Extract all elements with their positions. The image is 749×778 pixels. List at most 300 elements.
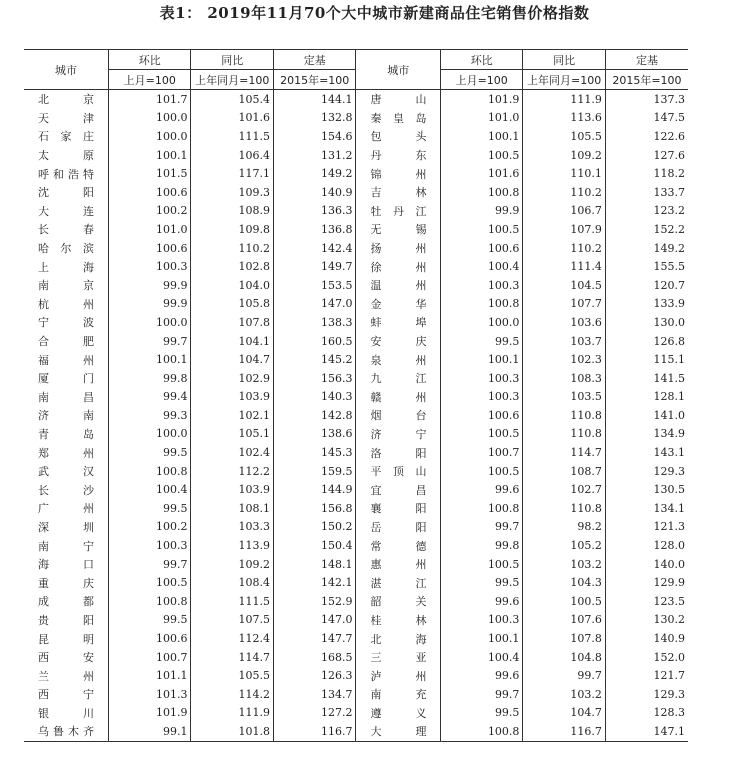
table-row <box>24 90 688 109</box>
city-right-cell <box>356 276 441 295</box>
city-right-cell <box>356 722 441 741</box>
yoy-right-cell: 105.2 <box>523 536 605 555</box>
base-left-cell: 147.0 <box>273 611 355 630</box>
mom-right-cell: 100.4 <box>440 648 522 667</box>
mom-left-cell: 99.8 <box>109 369 191 388</box>
city-right-cell <box>356 592 441 611</box>
base-header-right: 定基 <box>605 50 688 70</box>
city-right-cell <box>356 350 441 369</box>
mom-left-cell: 101.3 <box>109 685 191 704</box>
yoy-left-cell: 108.1 <box>191 499 273 518</box>
base-left-cell: 134.7 <box>273 685 355 704</box>
yoy-left-cell: 107.5 <box>191 611 273 630</box>
table-row <box>24 313 688 332</box>
mom-subheader-right: 上月=100 <box>440 70 522 90</box>
base-right-cell: 115.1 <box>605 350 688 369</box>
yoy-right-cell: 111.4 <box>523 257 605 276</box>
base-right-cell: 149.2 <box>605 239 688 258</box>
yoy-right-cell: 109.2 <box>523 146 605 165</box>
city-left-cell <box>24 611 109 630</box>
table-row <box>24 573 688 592</box>
city-right-cell <box>356 518 441 537</box>
city-left-cell <box>24 666 109 685</box>
mom-left-cell: 101.0 <box>109 220 191 239</box>
table-row <box>24 704 688 723</box>
base-right-cell: 130.5 <box>605 480 688 499</box>
base-left-cell: 160.5 <box>273 332 355 351</box>
city-right-cell <box>356 109 441 128</box>
city-name: 兰 州 <box>38 669 94 683</box>
city-left-cell <box>24 239 109 258</box>
yoy-left-cell: 109.8 <box>191 220 273 239</box>
mom-right-cell: 100.3 <box>440 369 522 388</box>
yoy-right-cell: 114.7 <box>523 443 605 462</box>
city-name: 泉 州 <box>370 353 427 367</box>
base-left-cell: 138.3 <box>273 313 355 332</box>
mom-left-cell: 100.4 <box>109 480 191 499</box>
city-right-cell <box>356 257 441 276</box>
base-left-cell: 149.7 <box>273 257 355 276</box>
city-left-cell <box>24 536 109 555</box>
city-left-cell <box>24 704 109 723</box>
city-right-cell <box>356 704 441 723</box>
mom-left-cell: 100.0 <box>109 109 191 128</box>
table-row <box>24 369 688 388</box>
city-name: 济 宁 <box>370 427 427 441</box>
base-left-cell: 148.1 <box>273 555 355 574</box>
yoy-right-cell: 110.2 <box>523 183 605 202</box>
city-name: 烟 台 <box>370 409 427 423</box>
base-left-cell: 154.6 <box>273 127 355 146</box>
city-name: 长 沙 <box>38 483 94 497</box>
city-name: 包 头 <box>370 130 427 144</box>
yoy-left-cell: 112.2 <box>191 462 273 481</box>
base-right-cell: 128.1 <box>605 388 688 407</box>
mom-right-cell: 100.5 <box>440 146 522 165</box>
yoy-right-cell: 103.6 <box>523 313 605 332</box>
base-left-cell: 140.9 <box>273 183 355 202</box>
city-left-cell <box>24 369 109 388</box>
mom-right-cell: 100.8 <box>440 295 522 314</box>
yoy-right-cell: 102.3 <box>523 350 605 369</box>
yoy-subheader: 上年同月=100 <box>191 70 273 90</box>
city-left-cell <box>24 295 109 314</box>
mom-right-cell: 100.3 <box>440 611 522 630</box>
city-right-cell <box>356 90 441 109</box>
mom-left-cell: 100.1 <box>109 146 191 165</box>
base-right-cell: 129.9 <box>605 573 688 592</box>
yoy-left-cell: 101.8 <box>191 722 273 741</box>
mom-right-cell: 100.3 <box>440 276 522 295</box>
mom-left-cell: 101.7 <box>109 90 191 109</box>
yoy-left-cell: 112.4 <box>191 629 273 648</box>
base-right-cell: 134.1 <box>605 499 688 518</box>
mom-right-cell: 101.6 <box>440 164 522 183</box>
city-name: 南 昌 <box>38 390 94 404</box>
base-left-cell: 145.3 <box>273 443 355 462</box>
yoy-header-right: 同比 <box>523 50 605 70</box>
city-right-cell <box>356 573 441 592</box>
base-left-cell: 150.2 <box>273 518 355 537</box>
city-left-cell <box>24 629 109 648</box>
mom-right-cell: 100.0 <box>440 313 522 332</box>
yoy-right-cell: 104.7 <box>523 704 605 723</box>
city-right-cell <box>356 295 441 314</box>
city-name: 常 德 <box>370 539 427 553</box>
base-left-cell: 136.8 <box>273 220 355 239</box>
city-name: 无 锡 <box>370 223 427 237</box>
mom-left-cell: 99.1 <box>109 722 191 741</box>
mom-left-cell: 101.5 <box>109 164 191 183</box>
mom-right-cell: 99.6 <box>440 666 522 685</box>
city-left-cell <box>24 406 109 425</box>
yoy-right-cell: 107.7 <box>523 295 605 314</box>
mom-left-cell: 100.8 <box>109 592 191 611</box>
city-right-cell <box>356 239 441 258</box>
table-row <box>24 499 688 518</box>
city-name: 襄 阳 <box>370 502 427 516</box>
city-name: 西 宁 <box>38 688 94 702</box>
city-name: 大 理 <box>370 725 427 739</box>
base-left-cell: 144.9 <box>273 480 355 499</box>
mom-right-cell: 100.1 <box>440 629 522 648</box>
mom-right-cell: 101.0 <box>440 109 522 128</box>
city-left-cell <box>24 183 109 202</box>
table-row <box>24 666 688 685</box>
mom-left-cell: 100.1 <box>109 350 191 369</box>
mom-left-cell: 100.3 <box>109 536 191 555</box>
city-name: 丹 东 <box>370 149 427 163</box>
table-body <box>24 90 688 742</box>
base-left-cell: 142.8 <box>273 406 355 425</box>
mom-right-cell: 99.7 <box>440 518 522 537</box>
base-right-cell: 127.6 <box>605 146 688 165</box>
city-name: 九 江 <box>370 372 427 386</box>
table-row <box>24 406 688 425</box>
city-right-cell <box>356 443 441 462</box>
base-right-cell: 137.3 <box>605 90 688 109</box>
yoy-right-cell: 100.5 <box>523 592 605 611</box>
base-right-cell: 122.6 <box>605 127 688 146</box>
base-left-cell: 136.3 <box>273 202 355 221</box>
yoy-left-cell: 110.2 <box>191 239 273 258</box>
base-left-cell: 144.1 <box>273 90 355 109</box>
table-row <box>24 127 688 146</box>
city-name: 上 海 <box>38 260 94 274</box>
city-name: 惠 州 <box>370 558 427 572</box>
base-right-cell: 128.0 <box>605 536 688 555</box>
base-right-cell: 152.0 <box>605 648 688 667</box>
yoy-left-cell: 111.9 <box>191 704 273 723</box>
mom-header: 环比 <box>109 50 191 70</box>
mom-left-cell: 100.6 <box>109 239 191 258</box>
city-name: 吉 林 <box>370 186 427 200</box>
mom-right-cell: 100.5 <box>440 220 522 239</box>
yoy-right-cell: 108.7 <box>523 462 605 481</box>
yoy-left-cell: 107.8 <box>191 313 273 332</box>
base-left-cell: 152.9 <box>273 592 355 611</box>
yoy-left-cell: 111.5 <box>191 592 273 611</box>
base-left-cell: 156.3 <box>273 369 355 388</box>
mom-left-cell: 99.4 <box>109 388 191 407</box>
yoy-right-cell: 107.6 <box>523 611 605 630</box>
table-row <box>24 685 688 704</box>
yoy-left-cell: 117.1 <box>191 164 273 183</box>
city-name: 西 安 <box>38 651 94 665</box>
base-right-cell: 121.7 <box>605 666 688 685</box>
table-row <box>24 350 688 369</box>
city-name: 福 州 <box>38 353 94 367</box>
base-subheader-right: 2015年=100 <box>605 70 688 90</box>
table-row <box>24 629 688 648</box>
base-left-cell: 150.4 <box>273 536 355 555</box>
city-left-cell <box>24 127 109 146</box>
city-right-cell <box>356 127 441 146</box>
base-left-cell: 153.5 <box>273 276 355 295</box>
city-right-cell <box>356 480 441 499</box>
yoy-left-cell: 101.6 <box>191 109 273 128</box>
yoy-right-cell: 110.8 <box>523 406 605 425</box>
base-right-cell: 143.1 <box>605 443 688 462</box>
yoy-right-cell: 116.7 <box>523 722 605 741</box>
yoy-left-cell: 105.1 <box>191 425 273 444</box>
table-row <box>24 220 688 239</box>
city-name: 银 川 <box>38 706 94 720</box>
city-name: 合 肥 <box>38 335 94 349</box>
mom-right-cell: 100.6 <box>440 239 522 258</box>
city-name: 郑 州 <box>38 446 94 460</box>
base-right-cell: 134.9 <box>605 425 688 444</box>
mom-left-cell: 100.2 <box>109 518 191 537</box>
city-name: 贵 阳 <box>38 613 94 627</box>
city-right-cell <box>356 164 441 183</box>
yoy-left-cell: 102.9 <box>191 369 273 388</box>
mom-left-cell: 100.6 <box>109 183 191 202</box>
mom-left-cell: 100.7 <box>109 648 191 667</box>
base-left-cell: 116.7 <box>273 722 355 741</box>
yoy-right-cell: 106.7 <box>523 202 605 221</box>
base-header: 定基 <box>273 50 355 70</box>
city-left-cell <box>24 276 109 295</box>
yoy-right-cell: 111.9 <box>523 90 605 109</box>
yoy-left-cell: 103.9 <box>191 388 273 407</box>
mom-left-cell: 101.1 <box>109 666 191 685</box>
city-right-cell <box>356 425 441 444</box>
mom-left-cell: 100.6 <box>109 629 191 648</box>
base-right-cell: 147.1 <box>605 722 688 741</box>
city-left-cell <box>24 722 109 741</box>
city-right-cell <box>356 555 441 574</box>
yoy-left-cell: 103.9 <box>191 480 273 499</box>
mom-left-cell: 99.5 <box>109 611 191 630</box>
city-name: 天 津 <box>38 111 94 125</box>
base-right-cell: 133.7 <box>605 183 688 202</box>
mom-right-cell: 100.1 <box>440 127 522 146</box>
city-name: 呼和浩特 <box>38 167 94 181</box>
mom-right-cell: 100.4 <box>440 257 522 276</box>
base-right-cell: 123.5 <box>605 592 688 611</box>
base-right-cell: 123.2 <box>605 202 688 221</box>
yoy-right-cell: 98.2 <box>523 518 605 537</box>
city-left-cell <box>24 685 109 704</box>
yoy-right-cell: 103.5 <box>523 388 605 407</box>
base-left-cell: 156.8 <box>273 499 355 518</box>
base-right-cell: 140.9 <box>605 629 688 648</box>
base-right-cell: 130.2 <box>605 611 688 630</box>
base-right-cell: 133.9 <box>605 295 688 314</box>
mom-right-cell: 100.7 <box>440 443 522 462</box>
yoy-right-cell: 102.7 <box>523 480 605 499</box>
yoy-right-cell: 110.2 <box>523 239 605 258</box>
base-right-cell: 152.2 <box>605 220 688 239</box>
city-name: 三 亚 <box>370 651 427 665</box>
base-left-cell: 142.1 <box>273 573 355 592</box>
yoy-left-cell: 103.3 <box>191 518 273 537</box>
base-left-cell: 145.2 <box>273 350 355 369</box>
base-left-cell: 149.2 <box>273 164 355 183</box>
yoy-right-cell: 110.8 <box>523 499 605 518</box>
city-right-cell <box>356 313 441 332</box>
base-left-cell: 138.6 <box>273 425 355 444</box>
city-right-cell <box>356 462 441 481</box>
base-right-cell: 130.0 <box>605 313 688 332</box>
city-name: 广 州 <box>38 502 94 516</box>
mom-left-cell: 99.9 <box>109 276 191 295</box>
city-name: 秦皇岛 <box>370 111 427 125</box>
table-row <box>24 462 688 481</box>
mom-right-cell: 99.6 <box>440 592 522 611</box>
yoy-left-cell: 102.1 <box>191 406 273 425</box>
table-title: 表1： 2019年11月70个大中城市新建商品住宅销售价格指数 <box>159 4 590 22</box>
table-row <box>24 480 688 499</box>
yoy-left-cell: 109.2 <box>191 555 273 574</box>
base-right-cell: 129.3 <box>605 462 688 481</box>
yoy-right-cell: 103.2 <box>523 555 605 574</box>
yoy-left-cell: 105.8 <box>191 295 273 314</box>
city-name: 沈 阳 <box>38 186 94 200</box>
yoy-left-cell: 106.4 <box>191 146 273 165</box>
city-name: 锦 州 <box>370 167 427 181</box>
city-name: 哈尔滨 <box>38 242 94 256</box>
mom-right-cell: 100.6 <box>440 406 522 425</box>
mom-right-cell: 100.8 <box>440 183 522 202</box>
base-right-cell: 140.0 <box>605 555 688 574</box>
city-name: 金 华 <box>370 297 427 311</box>
yoy-right-cell: 110.1 <box>523 164 605 183</box>
mom-right-cell: 99.6 <box>440 480 522 499</box>
city-name: 宜 昌 <box>370 483 427 497</box>
city-right-cell <box>356 499 441 518</box>
city-header: 城市 <box>24 50 109 90</box>
mom-left-cell: 100.8 <box>109 462 191 481</box>
mom-left-cell: 99.7 <box>109 555 191 574</box>
city-left-cell <box>24 313 109 332</box>
city-name: 深 圳 <box>38 520 94 534</box>
city-name: 蚌 埠 <box>370 316 427 330</box>
mom-left-cell: 100.3 <box>109 257 191 276</box>
city-right-cell <box>356 648 441 667</box>
mom-right-cell: 99.5 <box>440 332 522 351</box>
city-name: 温 州 <box>370 279 427 293</box>
mom-right-cell: 99.5 <box>440 573 522 592</box>
city-left-cell <box>24 480 109 499</box>
mom-right-cell: 100.3 <box>440 388 522 407</box>
city-right-cell <box>356 685 441 704</box>
city-name: 昆 明 <box>38 632 94 646</box>
mom-left-cell: 99.3 <box>109 406 191 425</box>
base-right-cell: 118.2 <box>605 164 688 183</box>
mom-right-cell: 99.9 <box>440 202 522 221</box>
city-right-cell <box>356 406 441 425</box>
mom-right-cell: 100.8 <box>440 722 522 741</box>
base-left-cell: 126.3 <box>273 666 355 685</box>
city-name: 徐 州 <box>370 260 427 274</box>
table-row <box>24 443 688 462</box>
city-name: 太 原 <box>38 149 94 163</box>
city-left-cell <box>24 350 109 369</box>
mom-left-cell: 100.5 <box>109 573 191 592</box>
yoy-left-cell: 113.9 <box>191 536 273 555</box>
mom-left-cell: 100.2 <box>109 202 191 221</box>
mom-right-cell: 100.1 <box>440 350 522 369</box>
mom-right-cell: 100.8 <box>440 499 522 518</box>
yoy-left-cell: 104.0 <box>191 276 273 295</box>
city-name: 洛 阳 <box>370 446 427 460</box>
mom-right-cell: 100.5 <box>440 555 522 574</box>
yoy-right-cell: 110.8 <box>523 425 605 444</box>
yoy-right-cell: 113.6 <box>523 109 605 128</box>
city-right-cell <box>356 146 441 165</box>
base-subheader: 2015年=100 <box>273 70 355 90</box>
mom-right-cell: 99.7 <box>440 685 522 704</box>
table-row <box>24 592 688 611</box>
city-name: 湛 江 <box>370 576 427 590</box>
city-name: 海 口 <box>38 558 94 572</box>
city-left-cell <box>24 220 109 239</box>
base-right-cell: 126.8 <box>605 332 688 351</box>
base-right-cell: 128.3 <box>605 704 688 723</box>
mom-left-cell: 99.9 <box>109 295 191 314</box>
table-row <box>24 164 688 183</box>
yoy-left-cell: 108.4 <box>191 573 273 592</box>
base-left-cell: 131.2 <box>273 146 355 165</box>
city-right-cell <box>356 369 441 388</box>
city-name: 成 都 <box>38 595 94 609</box>
yoy-right-cell: 105.5 <box>523 127 605 146</box>
city-left-cell <box>24 388 109 407</box>
city-name: 赣 州 <box>370 390 427 404</box>
yoy-left-cell: 111.5 <box>191 127 273 146</box>
city-left-cell <box>24 518 109 537</box>
table-row <box>24 183 688 202</box>
price-index-table <box>24 49 688 742</box>
city-right-cell <box>356 183 441 202</box>
table-row <box>24 202 688 221</box>
city-name: 北 京 <box>38 93 94 107</box>
table-row <box>24 425 688 444</box>
city-name: 桂 林 <box>370 613 427 627</box>
yoy-right-cell: 99.7 <box>523 666 605 685</box>
table-row <box>24 722 688 741</box>
city-left-cell <box>24 146 109 165</box>
city-name: 安 庆 <box>370 335 427 349</box>
yoy-left-cell: 109.3 <box>191 183 273 202</box>
city-right-cell <box>356 388 441 407</box>
mom-left-cell: 100.0 <box>109 313 191 332</box>
base-left-cell: 147.7 <box>273 629 355 648</box>
mom-left-cell: 99.5 <box>109 443 191 462</box>
base-right-cell: 129.3 <box>605 685 688 704</box>
